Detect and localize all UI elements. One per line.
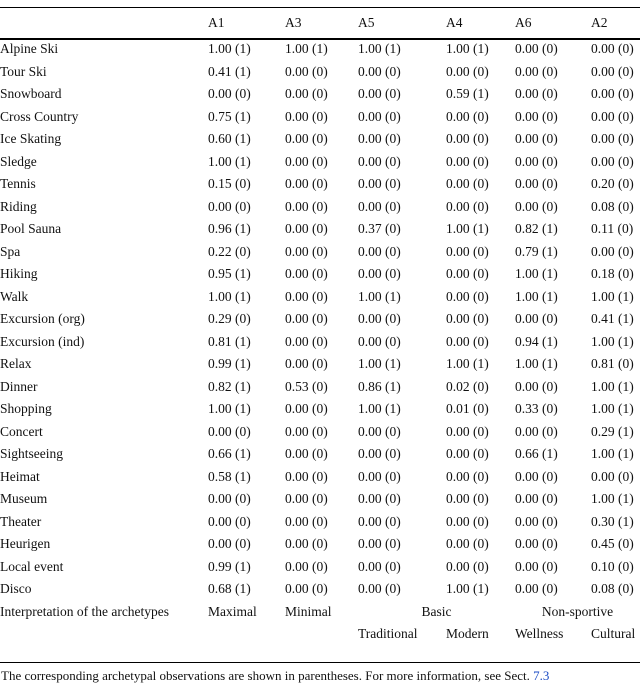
row-label: Heurigen [0,536,51,551]
interpretation-minimal: Minimal [285,603,332,619]
table-cell: 0.00 (0) [285,468,328,484]
table-cell: 0.79 (1) [515,243,558,259]
table-cell: 0.00 (0) [208,198,251,214]
table-cell: 0.00 (0) [515,378,558,394]
table-row [0,421,640,444]
table-cell: 0.00 (0) [446,491,489,506]
table-cell: 0.00 (0) [591,108,634,124]
row-label: Concert [0,423,43,439]
table-row [0,376,640,399]
table-cell: 0.41 (1) [591,311,634,326]
table-row [0,173,640,196]
table-cell: 0.00 (0) [208,513,251,529]
table-row [0,218,640,241]
archetype-table [0,8,640,646]
table-bottom-rule [0,662,640,663]
interpretation-subrow [0,623,640,646]
table-cell: 0.00 (0) [515,513,558,529]
table-cell: 0.00 (0) [285,356,328,371]
table-cell: 0.00 (0) [515,581,558,596]
table-cell: 0.00 (0) [591,153,634,169]
table-cell: 0.01 (0) [446,401,489,416]
table-cell: 0.00 (0) [358,198,401,214]
table-cell: 0.00 (0) [515,131,558,146]
table-row [0,443,640,466]
table-cell: 0.00 (0) [515,491,558,506]
row-label: Shopping [0,401,52,416]
table-cell: 0.00 (0) [515,108,558,124]
table-cell: 0.00 (0) [591,468,634,484]
table-cell: 0.00 (0) [358,513,401,529]
table-cell: 0.22 (0) [208,243,251,259]
column-header: A6 [515,15,532,30]
table-cell: 0.00 (0) [285,63,328,79]
table-row [0,556,640,579]
interpretation-wellness: Wellness [515,626,564,641]
table-cell: 0.00 (0) [285,198,328,214]
row-label: Pool Sauna [0,221,62,236]
interpretation-modern: Modern [446,626,489,641]
table-row [0,353,640,376]
table-cell: 0.82 (1) [515,221,558,236]
table-cell: 0.00 (0) [285,108,328,124]
table-cell: 0.82 (1) [208,378,251,394]
column-header: A3 [285,15,302,30]
table-cell: 0.00 (0) [285,221,328,236]
table-cell: 0.00 (0) [358,86,401,101]
row-label: Dinner [0,378,38,394]
table-cell: 1.00 (1) [285,41,328,56]
table-cell: 0.29 (0) [208,311,251,326]
row-label: Riding [0,198,37,214]
table-cell: 0.20 (0) [591,176,634,191]
table-cell: 0.00 (0) [358,581,401,596]
table-cell: 0.00 (0) [285,243,328,259]
table-row [0,533,640,556]
table-row [0,196,640,219]
table-cell: 0.00 (0) [285,153,328,169]
table-cell: 0.00 (0) [591,41,634,56]
table-cell: 1.00 (1) [591,491,634,506]
table-cell: 0.00 (0) [285,266,328,281]
table-cell: 0.00 (0) [358,558,401,574]
table-cell: 0.00 (0) [515,423,558,439]
table-cell: 1.00 (1) [446,41,489,56]
table-cell: 0.00 (0) [285,446,328,461]
table-cell: 0.00 (0) [515,86,558,101]
row-label: Excursion (ind) [0,333,85,349]
table-cell: 0.00 (0) [208,491,251,506]
table-cell: 0.00 (0) [515,311,558,326]
row-label: Walk [0,288,29,304]
table-cell: 0.00 (0) [358,243,401,259]
table-cell: 0.00 (0) [285,513,328,529]
row-label: Sledge [0,153,37,169]
table-cell: 0.00 (0) [446,198,489,214]
table-cell: 0.00 (0) [515,176,558,191]
table-cell: 0.75 (1) [208,108,251,124]
table-cell: 0.29 (1) [591,423,634,439]
table-cell: 0.00 (0) [591,63,634,79]
table-cell: 0.86 (1) [358,378,401,394]
table-cell: 1.00 (1) [591,333,634,349]
column-header: A2 [591,15,608,30]
table-cell: 1.00 (1) [208,288,251,304]
table-cell: 0.00 (0) [285,176,328,191]
table-cell: 0.00 (0) [285,401,328,416]
row-label: Disco [0,581,32,596]
interpretation-label: Interpretation of the archetypes [0,603,170,619]
row-label: Ice Skating [0,131,62,146]
table-cell: 0.00 (0) [515,468,558,484]
table-cell: 0.96 (1) [208,221,251,236]
table-cell: 0.00 (0) [285,581,328,596]
table-cell: 0.30 (1) [591,513,634,529]
table-cell: 1.00 (1) [515,266,558,281]
table-cell: 0.00 (0) [515,41,558,56]
row-label: Theater [0,513,42,529]
table-row [0,578,640,601]
table-cell: 1.00 (1) [591,288,634,304]
table-cell: 0.81 (0) [591,356,634,371]
table-cell: 0.00 (0) [358,63,401,79]
table-cell: 0.00 (0) [285,558,328,574]
table-cell: 0.00 (0) [285,86,328,101]
table-cell: 1.00 (1) [208,41,251,56]
table-row [0,466,640,489]
table-cell: 0.33 (0) [515,401,558,416]
interpretation-maximal: Maximal [208,603,257,619]
footnote-text: The corresponding archetypal observations are shown in parentheses. For more information, see Sect. [1,668,530,683]
table-cell: 0.08 (0) [591,581,634,596]
table-cell: 0.00 (0) [208,536,251,551]
table-cell: 0.18 (0) [591,266,634,281]
table-cell: 0.41 (1) [208,63,251,79]
table-cell: 1.00 (1) [591,446,634,461]
table-body [0,38,640,601]
table-cell: 0.00 (0) [446,333,489,349]
table-cell: 0.00 (0) [358,446,401,461]
table-cell: 0.00 (0) [446,468,489,484]
table-cell: 0.00 (0) [358,176,401,191]
table-cell: 1.00 (1) [358,401,401,416]
table-cell: 0.00 (0) [358,536,401,551]
table-cell: 0.66 (1) [515,446,558,461]
interpretation-traditional: Traditional [358,626,418,641]
section-reference-link[interactable]: 7.3 [533,668,550,683]
table-cell: 0.66 (1) [208,446,251,461]
table-cell: 1.00 (1) [358,356,401,371]
table-cell: 0.00 (0) [285,536,328,551]
table-row [0,106,640,129]
row-label: Spa [0,243,21,259]
table-cell: 0.00 (0) [358,468,401,484]
table-cell: 0.00 (0) [285,333,328,349]
table-cell: 1.00 (1) [208,401,251,416]
table-cell: 0.00 (0) [446,243,489,259]
table-cell: 0.00 (0) [208,423,251,439]
interpretation-basic: Basic [421,603,452,619]
row-label: Tour Ski [0,63,47,79]
table-row [0,128,640,151]
table-cell: 1.00 (1) [358,41,401,56]
table-row [0,263,640,286]
table-footnote [1,668,549,684]
table-cell: 0.15 (0) [208,176,251,191]
column-header: A5 [358,15,375,30]
table-cell: 0.10 (0) [591,558,634,574]
table-cell: 0.00 (0) [446,446,489,461]
table-cell: 0.00 (0) [515,198,558,214]
table-row [0,38,640,61]
table-cell: 0.00 (0) [358,333,401,349]
table-cell: 0.02 (0) [446,378,489,394]
table-row [0,398,640,421]
table-cell: 0.00 (0) [446,153,489,169]
table-cell: 0.00 (0) [446,266,489,281]
table-cell: 0.00 (0) [515,63,558,79]
table-cell: 0.00 (0) [446,176,489,191]
table-cell: 0.00 (0) [446,131,489,146]
table-row [0,511,640,534]
table-cell: 1.00 (1) [446,581,489,596]
table-cell: 0.00 (0) [358,108,401,124]
row-label: Alpine Ski [0,41,59,56]
table-cell: 0.53 (0) [285,378,328,394]
table-cell: 0.00 (0) [358,153,401,169]
table-cell: 1.00 (1) [446,221,489,236]
column-header: A4 [446,15,463,30]
interpretation-non-sportive: Non-sportive [541,603,614,619]
table-row [0,308,640,331]
table-cell: 0.00 (0) [285,311,328,326]
interpretation-cultural: Cultural [591,626,636,641]
table-cell: 1.00 (1) [515,288,558,304]
table-cell: 0.00 (0) [358,311,401,326]
table-cell: 0.00 (0) [591,131,634,146]
table-cell: 0.00 (0) [591,243,634,259]
table-row [0,286,640,309]
header-row [0,8,640,38]
table-cell: 0.11 (0) [591,221,634,236]
table-cell: 1.00 (1) [446,356,489,371]
row-label: Cross Country [0,108,79,124]
table-row [0,83,640,106]
table-cell: 0.99 (1) [208,558,251,574]
row-label: Hiking [0,266,38,281]
table-cell: 0.45 (0) [591,536,634,551]
table-cell: 0.08 (0) [591,198,634,214]
table-cell: 0.00 (0) [591,86,634,101]
table-cell: 0.68 (1) [208,581,251,596]
table-cell: 0.81 (1) [208,333,251,349]
table-cell: 0.00 (0) [358,491,401,506]
row-label: Tennis [0,176,36,191]
table-cell: 0.00 (0) [446,423,489,439]
table-row [0,151,640,174]
table-cell: 0.60 (1) [208,131,251,146]
table-cell: 0.00 (0) [358,423,401,439]
table-cell: 0.58 (1) [208,468,251,484]
table-cell: 0.95 (1) [208,266,251,281]
row-label: Local event [0,558,64,574]
table-cell: 0.00 (0) [515,153,558,169]
table-cell: 0.00 (0) [515,536,558,551]
table-row [0,61,640,84]
table-cell: 0.00 (0) [515,558,558,574]
table-cell: 1.00 (1) [591,401,634,416]
table-cell: 0.00 (0) [285,423,328,439]
table-row [0,488,640,511]
table-cell: 0.59 (1) [446,86,489,101]
table-cell: 0.00 (0) [285,288,328,304]
table-row [0,331,640,354]
table-cell: 0.00 (0) [446,558,489,574]
table-cell: 1.00 (1) [591,378,634,394]
table-cell: 0.00 (0) [358,266,401,281]
table-cell: 0.99 (1) [208,356,251,371]
table-cell: 0.00 (0) [446,288,489,304]
table-cell: 0.00 (0) [208,86,251,101]
table-cell: 0.00 (0) [285,131,328,146]
table-row [0,241,640,264]
column-header: A1 [208,15,225,30]
table-cell: 0.00 (0) [446,108,489,124]
table-cell: 0.00 (0) [446,311,489,326]
table-cell: 0.00 (0) [446,536,489,551]
row-label: Museum [0,491,48,506]
row-label: Sightseeing [0,446,63,461]
header-empty [0,8,208,38]
table-cell: 0.37 (0) [358,221,401,236]
table-cell: 1.00 (1) [208,153,251,169]
row-label: Heimat [0,468,40,484]
table-cell: 0.00 (0) [358,131,401,146]
table-cell: 0.00 (0) [446,513,489,529]
table-cell: 0.00 (0) [446,63,489,79]
table-cell: 1.00 (1) [358,288,401,304]
row-label: Excursion (org) [0,311,85,326]
interpretation-row [0,601,640,624]
table-cell: 0.94 (1) [515,333,558,349]
row-label: Snowboard [0,86,62,101]
table-cell: 1.00 (1) [515,356,558,371]
table-cell: 0.00 (0) [285,491,328,506]
row-label: Relax [0,356,32,371]
